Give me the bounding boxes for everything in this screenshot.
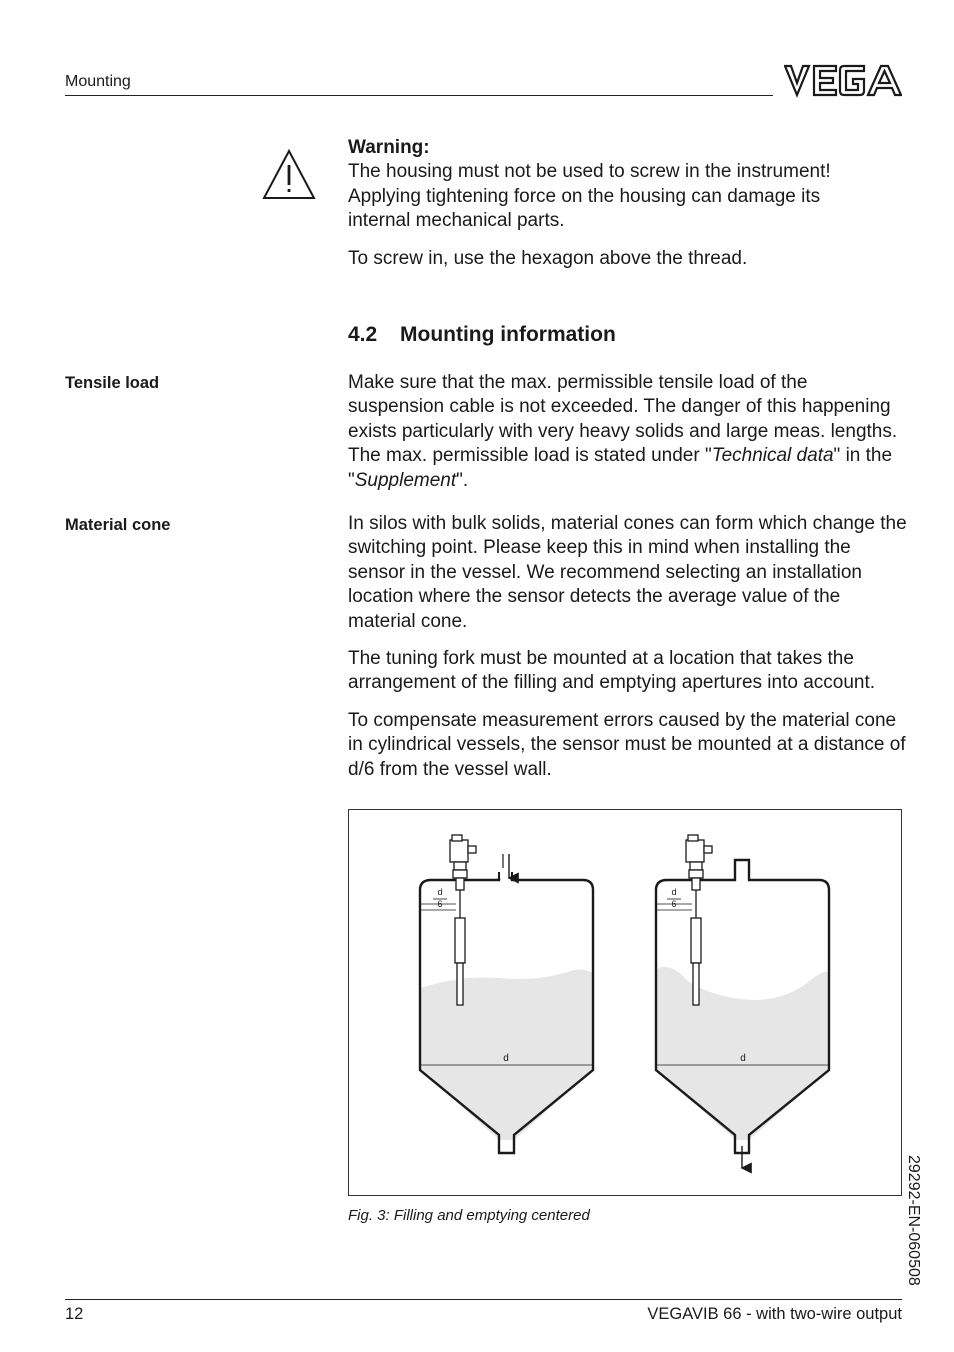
right-fraction-numerator: d <box>671 887 677 897</box>
header-divider <box>65 95 773 96</box>
figure-frame <box>348 809 902 1196</box>
material-cone-paragraph-2: The tuning fork must be mounted at a location that takes the arrangement of the filling and emptying apertures into account. <box>348 648 876 694</box>
right-bulk-cone <box>656 1070 829 1140</box>
tensile-text-2: " in the " <box>348 445 893 491</box>
section-number: 4.2 <box>348 323 378 346</box>
material-cone-paragraph-3: To compensate measurement errors caused by the material cone in cylindrical vessels, the sensor must be mounted at a distance of d/6 from the vessel wall. <box>348 710 906 780</box>
left-diameter-label: d <box>503 1053 509 1064</box>
warning-text: The housing must not be used to screw in the instrument! Applying tightening force on the housing can damage its internal mechanical parts. <box>348 161 831 232</box>
right-diameter-label: d <box>740 1053 746 1064</box>
left-fraction-denominator: 6 <box>437 899 443 909</box>
tensile-load-label: Tensile load <box>65 374 160 392</box>
warning-note: To screw in, use the hexagon above the thread. <box>348 247 748 269</box>
left-bulk-cone <box>421 1070 593 1140</box>
right-silo <box>656 835 829 1168</box>
warning-block <box>348 136 908 271</box>
section-heading <box>348 323 616 347</box>
tensile-ref-supplement: Supplement <box>354 469 457 491</box>
right-fraction-denominator: 6 <box>671 899 677 909</box>
document-id: 29292-EN-060508 <box>905 1155 922 1286</box>
left-fraction-numerator: d <box>437 887 443 897</box>
footer-divider <box>65 1299 902 1300</box>
figure-caption: Fig. 3: Filling and emptying centered <box>348 1207 590 1224</box>
header-section-title: Mounting <box>65 73 131 90</box>
left-fill-nozzle <box>499 872 512 880</box>
warning-title: Warning: <box>348 137 430 158</box>
page-number: 12 <box>65 1305 84 1323</box>
section-title: Mounting information <box>400 323 616 346</box>
material-cone-paragraph-1: In silos with bulk solids, material cones can form which change the switching point. Please keep this in mind when installing the sensor in the vessel. We recommend selecting an installation location where the sensor detects the average value of the material cone. <box>348 513 907 632</box>
tensile-text-1: Make sure that the max. permissible tensile load of the suspension cable is not exceeded. The danger of this happening exists particularly with very heavy solids and large meas. lengths. The max. permissible load is stated under " <box>348 372 898 467</box>
left-silo <box>420 835 593 1153</box>
vega-logo <box>784 64 902 98</box>
right-sensor <box>686 835 712 1005</box>
silo-diagram <box>349 810 901 1195</box>
footer-document-title: VEGAVIB 66 - with two-wire output <box>647 1305 902 1323</box>
material-cone-label: Material cone <box>65 516 171 534</box>
tensile-ref-technical-data: Technical data <box>711 445 834 467</box>
tensile-text-3: ". <box>456 469 469 491</box>
warning-triangle-icon <box>262 148 316 202</box>
tensile-load-paragraph <box>348 371 908 493</box>
